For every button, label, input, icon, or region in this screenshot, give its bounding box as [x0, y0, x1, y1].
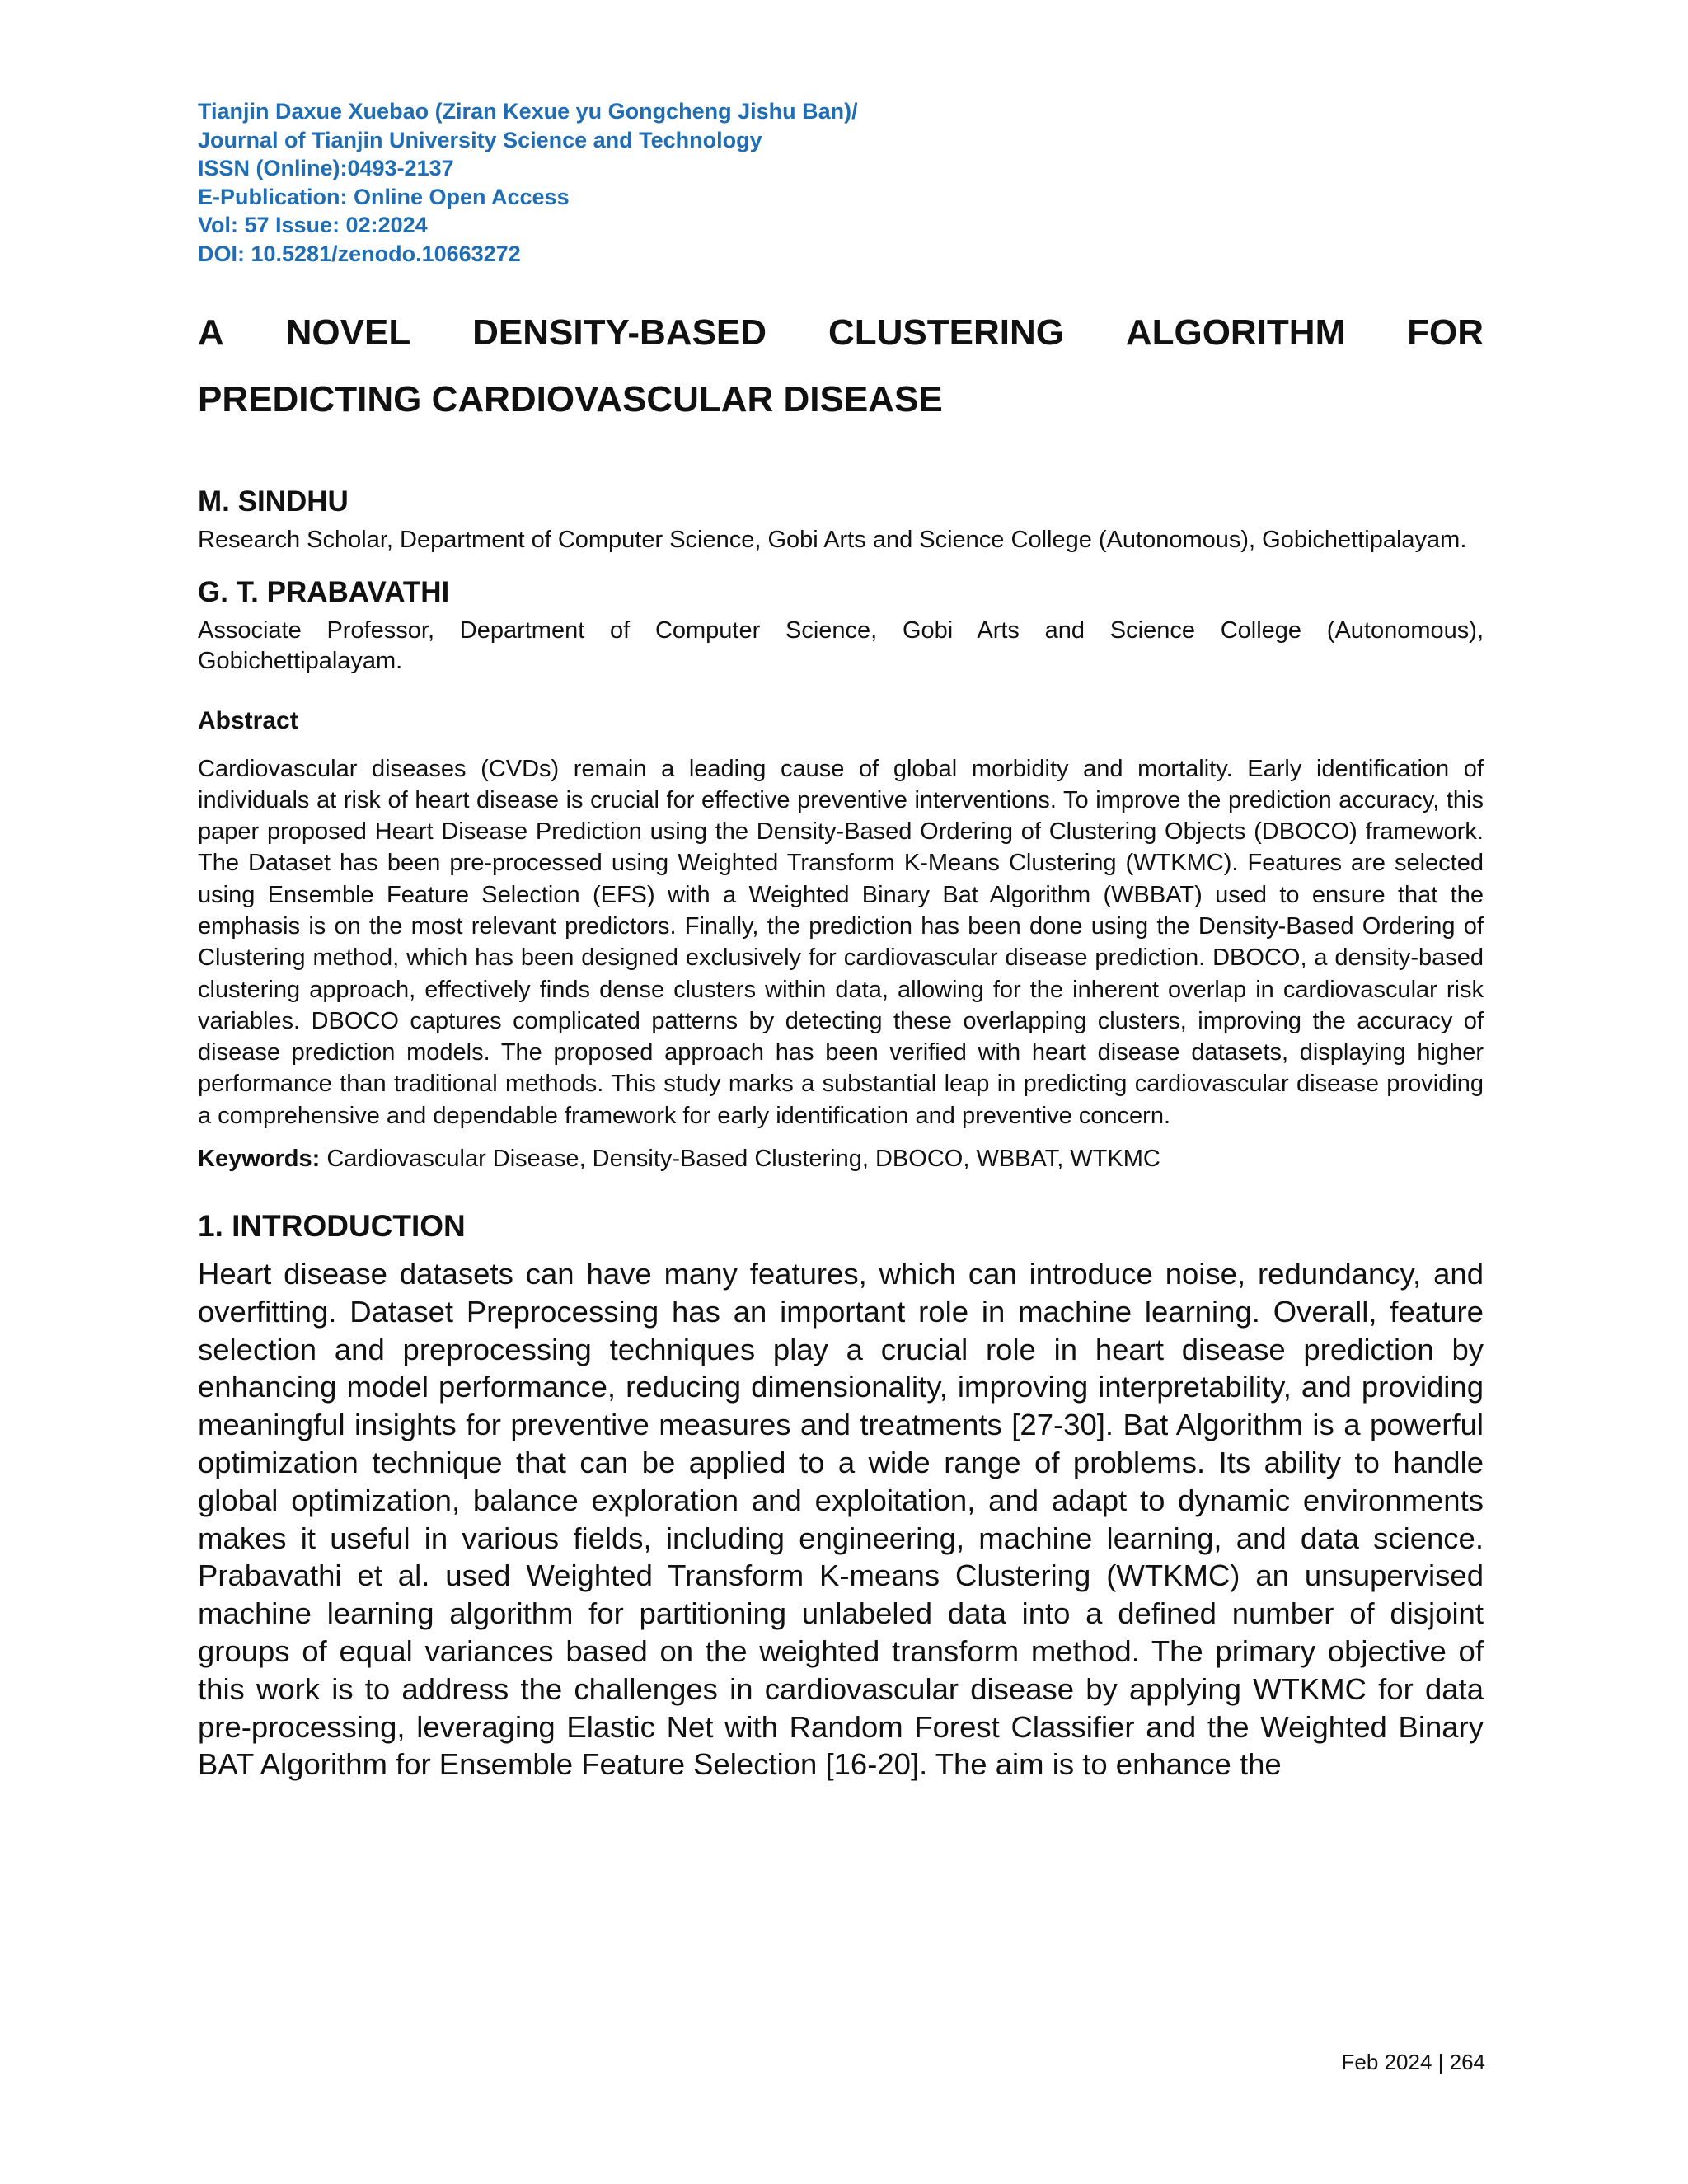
journal-name-line: Tianjin Daxue Xuebao (Ziran Kexue yu Gongcheng Jishu Ban)/	[198, 99, 858, 124]
author-name: G. T. PRABAVATHI	[198, 575, 450, 608]
keywords	[198, 1143, 1484, 1174]
title-word: NOVEL	[285, 312, 411, 353]
author-affiliation: Research Scholar, Department of Computer Science, Gobi Arts and Science College (Autonomous), Gobichettipalayam.	[198, 527, 1467, 553]
title-line-2: PREDICTING CARDIOVASCULAR DISEASE	[198, 379, 943, 419]
author-affiliation: Associate Professor, Department of Computer Science, Gobi Arts and Science College (Autonomous), Gobichettipalayam.	[198, 616, 1484, 674]
section-heading: 1. INTRODUCTION	[198, 1209, 466, 1244]
page-footer: Feb 2024 | 264	[1341, 2050, 1485, 2074]
paper-title	[198, 299, 1484, 433]
author-name: M. SINDHU	[198, 485, 349, 518]
journal-english-name: Journal of Tianjin University Science and Technology	[198, 127, 762, 152]
journal-volume: Vol: 57 Issue: 02:2024	[198, 213, 428, 237]
journal-issn: ISSN (Online):0493-2137	[198, 156, 454, 180]
title-word: A	[198, 312, 224, 353]
keywords-text: Cardiovascular Disease, Density-Based Clustering, DBOCO, WBBAT, WTKMC	[320, 1146, 1160, 1173]
title-word: FOR	[1407, 312, 1484, 353]
journal-publication: E-Publication: Online Open Access	[198, 184, 570, 209]
title-word: ALGORITHM	[1125, 312, 1346, 353]
title-word: CLUSTERING	[828, 312, 1064, 353]
journal-doi: DOI: 10.5281/zenodo.10663272	[198, 241, 521, 266]
abstract-text: Cardiovascular diseases (CVDs) remain a leading cause of global morbidity and mortality. Early identification of individuals at risk of heart disease is crucial for effective preventive interventions. To improve the prediction accuracy, this paper proposed Heart Disease Prediction using the Density-Based Ordering of Clustering Objects (DBOCO) framework. The Dataset has been pre-processed using Weighted Transform K-Means Clustering (WTKMC). Features are selected using Ensemble Feature Selection (EFS) with a Weighted Binary Bat Algorithm (WBBAT) used to ensure that the emphasis is on the most relevant predictors. Finally, the prediction has been done using the Density-Based Ordering of Clustering method, which has been designed exclusively for cardiovascular disease prediction. DBOCO, a density-based clustering approach, effectively finds dense clusters within data, allowing for the inherent overlap in cardiovascular risk variables. DBOCO captures complicated patterns by detecting these overlapping clusters, improving the accuracy of disease prediction models. The proposed approach has been verified with heart disease datasets, displaying higher performance than traditional methods. This study marks a substantial leap in predicting cardiovascular disease providing a comprehensive and dependable framework for early identification and preventive concern.	[198, 755, 1484, 1129]
abstract-heading: Abstract	[198, 706, 298, 734]
title-line-1	[198, 299, 1484, 366]
introduction-text: Heart disease datasets can have many features, which can introduce noise, redundancy, and overfitting. Dataset Preprocessing has an important role in machine learning. Overall, feature selection and preprocessing techniques play a crucial role in heart disease prediction by enhancing model performance, reducing dimensionality, improving interpretability, and providing meaningful insights for preventive measures and treatments [27-30]. Bat Algorithm is a powerful optimization technique that can be applied to a wide range of problems. Its ability to handle global optimization, balance exploration and exploitation, and adapt to dynamic environments makes it useful in various fields, including engineering, machine learning, and data science. Prabavathi et al. used Weighted Transform K-means Clustering (WTKMC) an unsupervised machine learning algorithm for partitioning unlabeled data into a defined number of disjoint groups of equal variances based on the weighted transform method. The primary objective of this work is to address the challenges in cardiovascular disease by applying WTKMC for data pre-processing, leveraging Elastic Net with Random Forest Classifier and the Weighted Binary BAT Algorithm for Ensemble Feature Selection [16-20]. The aim is to enhance the	[198, 1257, 1484, 1782]
keywords-label: Keywords:	[198, 1146, 321, 1173]
paper-page	[198, 97, 1484, 1783]
title-word: DENSITY-BASED	[472, 312, 767, 353]
journal-header	[198, 97, 1484, 268]
